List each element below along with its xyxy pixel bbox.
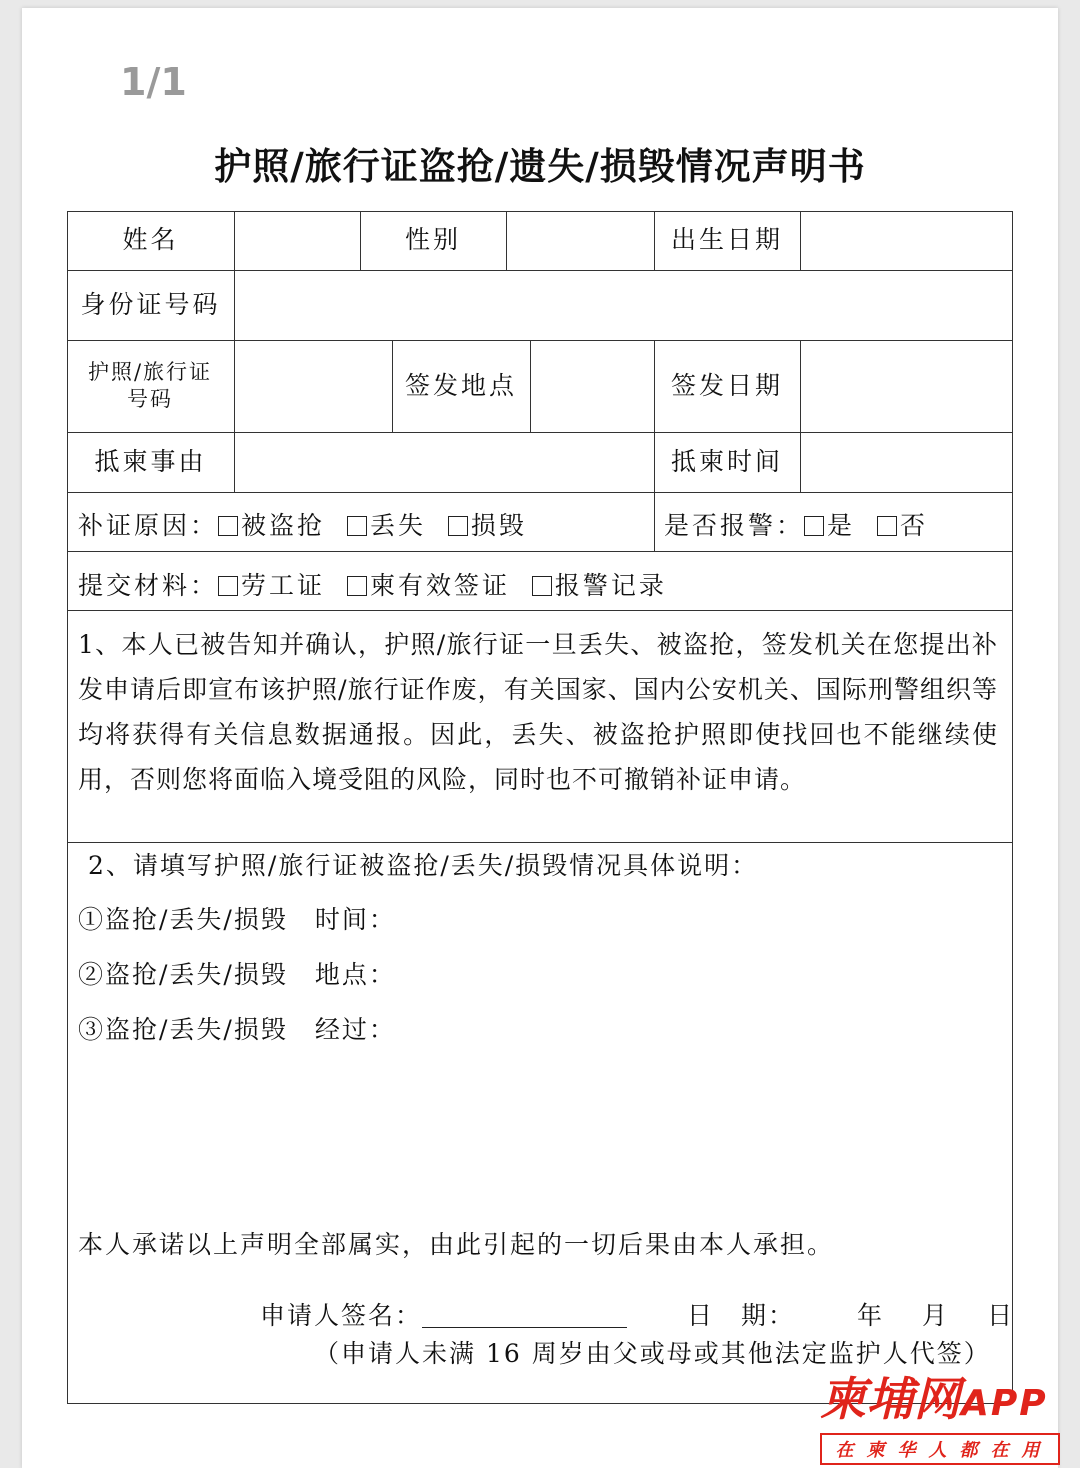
watermark-logo [820, 1372, 1070, 1465]
materials-row [78, 566, 667, 602]
name-label: 姓名 [122, 225, 179, 255]
option-no: 否 [899, 511, 928, 540]
checkbox-valid-visa[interactable] [347, 576, 367, 596]
checkbox-no[interactable] [877, 516, 897, 536]
name-field[interactable] [234, 211, 360, 270]
dob-field[interactable] [800, 211, 1013, 270]
date-label: 日 期： [687, 1301, 796, 1330]
option-work-permit: 劳工证 [241, 571, 326, 600]
loss-time-item: ①盗抢/丢失/损毁 时间： [78, 905, 396, 934]
row-divider [67, 610, 1013, 611]
option-police-record: 报警记录 [554, 571, 667, 600]
option-damaged: 损毁 [470, 511, 527, 540]
id-number-label: 身份证号码 [80, 289, 221, 319]
watermark-app: APP [961, 1383, 1048, 1424]
watermark-tagline: 在柬华人都在用 [820, 1433, 1060, 1465]
option-valid-visa: 柬有效签证 [369, 571, 510, 600]
checkbox-stolen[interactable] [218, 516, 238, 536]
page-title: 护照/旅行证盗抢/遗失/损毁情况声明书 [214, 144, 866, 188]
materials-label: 提交材料： [78, 571, 219, 600]
issue-place-field[interactable] [530, 340, 654, 432]
section2-heading: 2、请填写护照/旅行证被盗抢/丢失/损毁情况具体说明： [88, 851, 759, 880]
checkbox-work-permit[interactable] [218, 576, 238, 596]
signature-line[interactable] [422, 1303, 627, 1328]
arrival-reason-label: 抵柬事由 [94, 446, 207, 476]
month-label: 月 [922, 1301, 950, 1330]
arrival-time-label: 抵柬时间 [670, 446, 783, 476]
watermark-brand: 柬埔网 [820, 1372, 961, 1426]
row-divider [67, 551, 1013, 552]
applicant-signature-label: 申请人签名： [260, 1301, 423, 1330]
guardian-note: （申请人未满 16 周岁由父或母或其他法定监护人代签） [314, 1339, 991, 1368]
arrival-time-field[interactable] [800, 432, 1013, 492]
loss-details-item: ③盗抢/丢失/损毁 经过： [78, 1015, 396, 1044]
checkbox-lost[interactable] [347, 516, 367, 536]
day-label: 日 [987, 1301, 1015, 1330]
replacement-reason-label: 补证原因： [78, 511, 219, 540]
gender-label: 性别 [404, 225, 461, 255]
replacement-reason-row [78, 506, 527, 542]
option-yes: 是 [827, 511, 856, 540]
passport-number-field[interactable] [234, 340, 392, 432]
checkbox-yes[interactable] [804, 516, 824, 536]
dob-label: 出生日期 [670, 225, 783, 255]
id-number-field[interactable] [234, 270, 1013, 340]
loss-place-item: ②盗抢/丢失/损毁 地点： [78, 960, 396, 989]
issue-date-field[interactable] [800, 340, 1013, 432]
police-report-label: 是否报警： [664, 511, 805, 540]
row-divider [67, 842, 1013, 843]
option-lost: 丢失 [369, 511, 426, 540]
notice-paragraph: 1、本人已被告知并确认，护照/旅行证一旦丢失、被盗抢，签发机关在您提出补发申请后即宣布该护照/旅行证作废，有关国家、国内公安机关、国际刑警组织等均将获得有关信息数据通报。因此，丢失、被盗抢护照即使找回也不能继续使用，否则您将面临入境受阻的风险，同时也不可撤销补证申请。 [78, 630, 998, 794]
option-stolen: 被盗抢 [241, 511, 326, 540]
checkbox-police-record[interactable] [532, 576, 552, 596]
year-label: 年 [857, 1301, 885, 1330]
issue-place-label: 签发地点 [404, 370, 517, 400]
declaration-statement: 本人承诺以上声明全部属实，由此引起的一切后果由本人承担。 [78, 1230, 835, 1259]
page-counter: 1/1 [120, 60, 187, 104]
row-divider [67, 492, 1013, 493]
checkbox-damaged[interactable] [448, 516, 468, 536]
signature-row [260, 1296, 1014, 1332]
police-report-row [664, 506, 928, 542]
passport-number-label: 护照/旅行证号码 [87, 359, 213, 411]
gender-field[interactable] [506, 211, 654, 270]
arrival-reason-field[interactable] [234, 432, 654, 492]
issue-date-label: 签发日期 [670, 370, 783, 400]
